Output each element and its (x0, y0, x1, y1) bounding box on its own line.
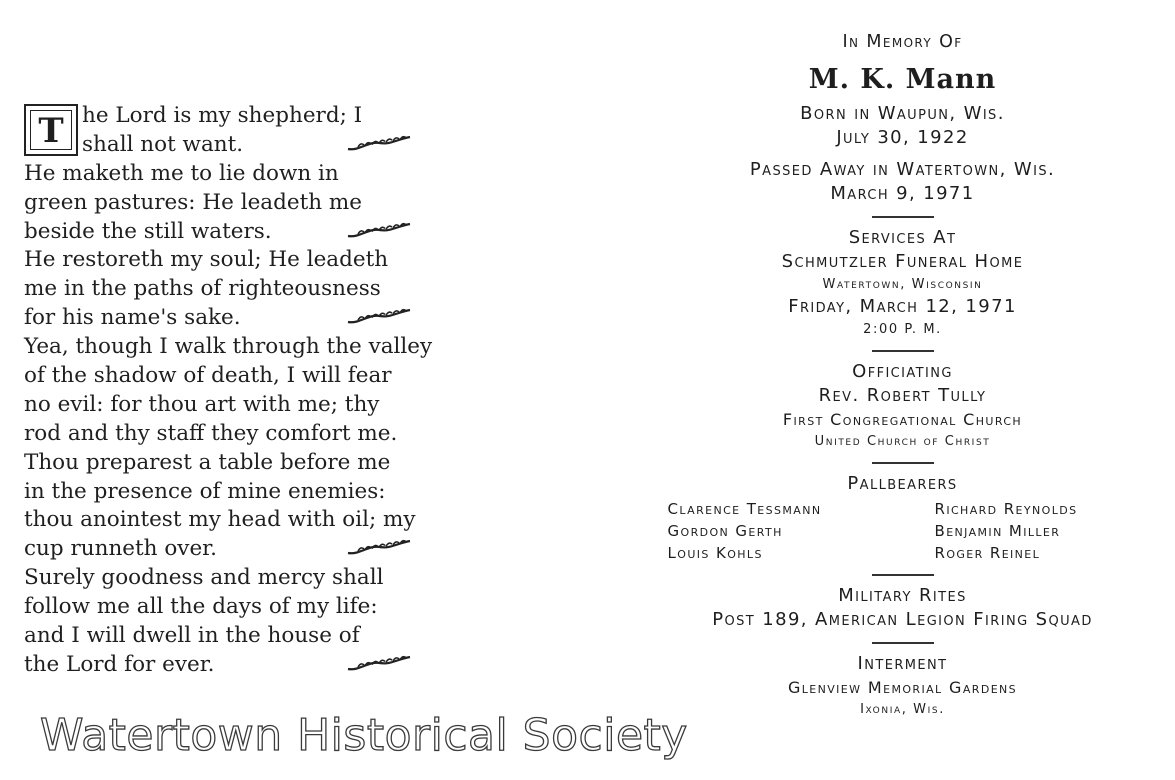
psalm-line-text: for his name's sake. (24, 305, 241, 331)
card-heading: In Memory Of (842, 32, 963, 52)
officiant-name: Rev. Robert Tully (818, 385, 987, 406)
psalm-line (24, 102, 424, 131)
officiating-title: Officiating (852, 361, 953, 382)
divider (872, 642, 934, 644)
services-time: 2:00 P. M. (863, 322, 942, 337)
officiant-church: First Congregational Church (782, 410, 1023, 429)
interment-city: Ixonia, Wis. (860, 702, 945, 717)
psalm-line-text: Thou preparest a table before me (24, 449, 391, 475)
psalm-line-text: thou anointest my head with oil; my (24, 507, 416, 533)
divider (872, 462, 934, 464)
divider (872, 216, 934, 218)
pallbearer-name: Louis Kohls (667, 544, 763, 562)
officiant-denomination: United Church of Christ (814, 434, 991, 449)
psalm-line (24, 535, 424, 564)
psalm-line (24, 131, 424, 160)
psalm-line-text: no evil: for thou art with me; thy (24, 391, 380, 417)
psalm-line-text: green pastures: He leadeth me (24, 189, 363, 215)
psalm-line-text: He maketh me to lie down in (24, 160, 339, 186)
deceased-name: M. K. Mann (808, 64, 997, 95)
died-place: Passed Away in Watertown, Wis. (749, 159, 1056, 180)
psalm-line (24, 246, 424, 275)
divider (872, 350, 934, 352)
interment-title: Interment (857, 653, 948, 674)
psalm-line (24, 593, 424, 622)
psalm-line-text: rod and thy staff they comfort me. (24, 420, 398, 446)
psalm-line (24, 564, 424, 593)
psalm-line (24, 189, 424, 218)
flourish-ornament-icon (346, 308, 412, 326)
psalm-line (24, 449, 424, 478)
born-place: Born in Waupun, Wis. (800, 103, 1005, 124)
psalm-line (24, 420, 424, 449)
psalm-line (24, 362, 424, 391)
psalm-line (24, 391, 424, 420)
psalm-line-text: the Lord for ever. (24, 651, 215, 677)
psalm-line (24, 275, 424, 304)
psalm-text (24, 102, 433, 680)
psalm-line-text: he Lord is my shepherd; I (82, 103, 363, 128)
military-detail: Post 189, American Legion Firing Squad (712, 609, 1093, 630)
psalm-dropcap-letter: T (38, 111, 64, 151)
psalm-line (24, 160, 424, 189)
psalm-line-text: Surely goodness and mercy shall (24, 565, 384, 591)
pallbearer-name: Roger Reinel (934, 544, 1041, 562)
flourish-ornament-icon (346, 539, 412, 557)
pallbearer-name: Clarence Tessmann (667, 500, 822, 518)
watermark-text: Watertown Historical Society (40, 710, 688, 761)
psalm-line-text: cup runneth over. (24, 536, 217, 562)
psalm-line-text: He restoreth my soul; He leadeth (24, 247, 389, 273)
services-title: Services At (848, 227, 957, 248)
died-date: March 9, 1971 (830, 183, 975, 204)
memorial-card (660, 26, 1145, 720)
flourish-ornament-icon (346, 655, 412, 673)
psalm-line (24, 304, 424, 333)
psalm-line-text: follow me all the days of my life: (24, 594, 378, 620)
psalm-line-text: Yea, though I walk through the valley (24, 334, 433, 360)
pallbearer-name: Benjamin Miller (934, 522, 1061, 540)
psalm-line (24, 333, 433, 362)
born-date: July 30, 1922 (836, 127, 969, 148)
services-place: Schmutzler Funeral Home (781, 251, 1024, 272)
psalm-line-text: and I will dwell in the house of (24, 623, 360, 649)
pallbearers-list (668, 498, 1138, 564)
psalm-lines (24, 102, 433, 680)
military-title: Military Rites (838, 585, 967, 606)
services-date: Friday, March 12, 1971 (788, 296, 1017, 317)
psalm-line-text: shall not want. (82, 131, 244, 157)
pallbearer-name: Richard Reynolds (934, 500, 1078, 518)
divider (872, 574, 934, 576)
psalm-line (24, 622, 424, 651)
pallbearers-title: Pallbearers (847, 473, 958, 494)
psalm-line (24, 218, 424, 247)
psalm-line-text: beside the still waters. (24, 218, 272, 244)
psalm-line (24, 478, 424, 507)
flourish-ornament-icon (346, 222, 412, 240)
psalm-line (24, 506, 424, 535)
psalm-line-text: in the presence of mine enemies: (24, 478, 386, 504)
psalm-line-text: me in the paths of righteousness (24, 276, 381, 302)
interment-place: Glenview Memorial Gardens (787, 678, 1018, 697)
psalm-dropcap (24, 104, 78, 156)
psalm-line (24, 651, 424, 680)
psalm-line-text: of the shadow of death, I will fear (24, 363, 392, 389)
flourish-ornament-icon (346, 135, 412, 153)
pallbearer-name: Gordon Gerth (667, 522, 783, 540)
services-city: Watertown, Wisconsin (822, 277, 983, 292)
